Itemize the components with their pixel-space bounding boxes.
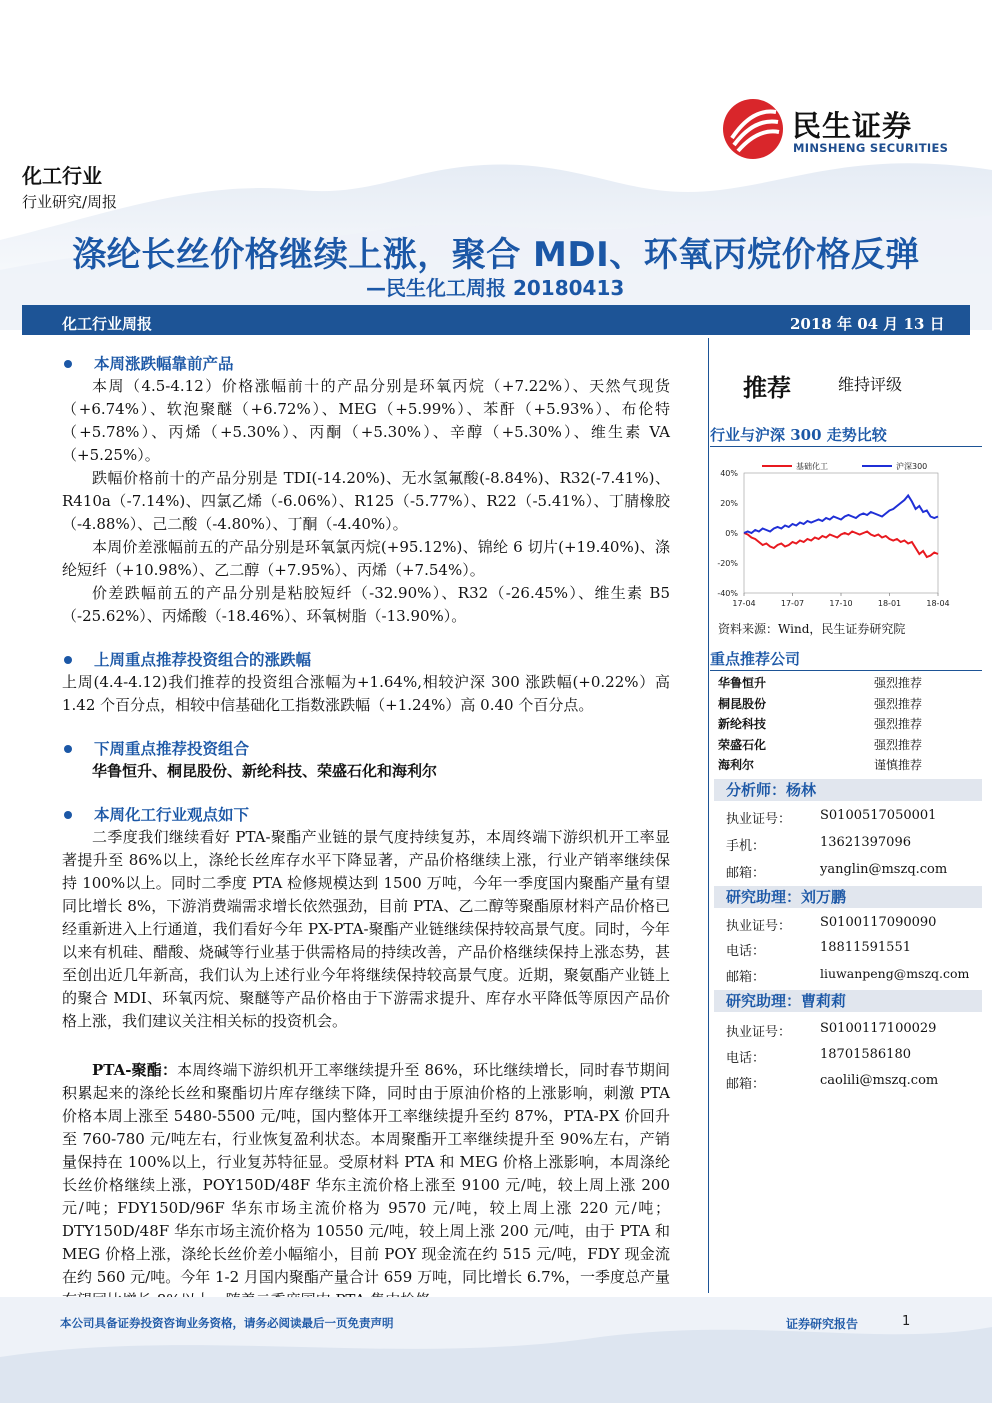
- trend-chart: [712, 455, 972, 615]
- company-row: [718, 715, 928, 735]
- field-label: 手机：: [726, 839, 766, 854]
- field-label: 执业证号：: [726, 812, 792, 827]
- analyst-phone-row: [726, 940, 982, 960]
- section-portfolio-return: [62, 648, 670, 717]
- field-label: 邮箱：: [726, 1077, 766, 1092]
- paragraph-lead: PTA-聚酯：: [92, 1061, 178, 1079]
- bullet-icon: [64, 656, 72, 664]
- x-tick-label: 17-04: [732, 599, 756, 608]
- x-tick-label: 18-04: [926, 599, 950, 608]
- company-name: 桐昆股份: [718, 697, 767, 711]
- companies-title: 重点推荐公司: [710, 650, 801, 668]
- analyst-heading: 研究助理：曹莉莉: [714, 990, 982, 1012]
- paragraph: 上周(4.4-4.12)我们推荐的投资组合涨幅为+1.64%,相较沪深 300 涨跌幅(+0.22%）高 1.42 个百分点，相较中信基础化工指数涨跌幅（+1.24%）高 0.40 个百分点。: [62, 673, 670, 714]
- paragraph: 二季度我们继续看好 PTA-聚酯产业链的景气度持续复苏，本周终端下游织机开工率显著提升至 86%以上，涤纶长丝库存水平下降显著，产品价格继续上涨，行业产销率继续保持 100%以上。同时二季度 PTA 检修规模达到 1500 万吨，今年一季度国内聚酯产量有望同比增长 8%，下游消费端需求增长依然强劲，目前 PTA、乙二醇等聚酯原材料产品价格已经重新进入上行通道，我们看好今年 PX-PTA-聚酯产业链继续保持较高景气度。同时，今年以来有机硅、醋酸、烧碱等行业基于供需格局的持续改善，产品价格继续保持上涨态势，甚至创出近几年新高，我们认为上述行业今年将继续保持较高景气度。近期，聚氨酯产业链上的聚合 MDI、环氧丙烷、聚醚等产品价格由于下游需求提升、库存水平降低等原因产品价格上涨，我们建议关注相关标的投资机会。: [62, 828, 670, 1030]
- portfolio-list: 华鲁恒升、桐昆股份、新纶科技、荣盛石化和海利尔: [92, 762, 438, 780]
- legend-label: 基础化工: [796, 462, 828, 471]
- page-number: 1: [902, 1314, 911, 1329]
- legend-label: 沪深300: [896, 462, 928, 471]
- section-heading: [62, 352, 670, 375]
- company-rating: 谨慎推荐: [874, 758, 923, 772]
- series-line-hs300: [744, 496, 938, 534]
- field-label: 执业证号：: [726, 1025, 792, 1040]
- report-subtitle: —民生化工周报 20180413: [366, 276, 625, 300]
- y-tick-label: 0%: [725, 529, 738, 538]
- company-name: 海利尔: [718, 758, 755, 772]
- section-heading-text: 上周重点推荐投资组合的涨跌幅: [94, 650, 312, 669]
- analyst-cert-row: [726, 808, 982, 828]
- report-type: 行业研究/周报: [22, 193, 118, 211]
- bullet-icon: [64, 811, 72, 819]
- section-heading-text: 下周重点推荐投资组合: [94, 739, 250, 758]
- section-pta: [62, 1059, 670, 1312]
- footer-backdrop: [0, 1297, 992, 1403]
- cert-number: S0100117090090: [820, 915, 937, 930]
- cert-number: S0100117100029: [820, 1021, 937, 1036]
- company-rating: 强烈推荐: [874, 738, 923, 752]
- company-row: [718, 695, 928, 715]
- section-heading: [62, 803, 670, 826]
- company-name: 荣盛石化: [718, 738, 767, 752]
- banner-date: 2018 年 04 月 13 日: [790, 315, 945, 333]
- email-link[interactable]: liuwanpeng@mszq.com: [820, 966, 970, 981]
- report-title: 涤纶长丝价格继续上涨，聚合 MDI、环氧丙烷价格反弹: [72, 235, 920, 275]
- field-label: 邮箱：: [726, 866, 766, 881]
- series-line-chemical: [744, 532, 938, 558]
- company-name: 新纶科技: [718, 717, 767, 731]
- field-label: 执业证号：: [726, 919, 792, 934]
- analyst-heading: 分析师：杨林: [714, 779, 982, 801]
- phone-number: 18811591551: [820, 940, 911, 955]
- analyst-phone-row: [726, 1047, 982, 1067]
- company-name: 华鲁恒升: [718, 676, 767, 690]
- recommendation: 推荐: [743, 374, 791, 402]
- y-tick-label: -20%: [717, 559, 738, 568]
- phone-number: 13621397096: [820, 835, 911, 850]
- field-label: 电话：: [726, 944, 766, 959]
- section-movers: [62, 352, 670, 628]
- divider: [710, 670, 982, 671]
- company-rating: 强烈推荐: [874, 676, 923, 690]
- y-tick-label: 40%: [720, 469, 738, 478]
- section-next-portfolio: [62, 737, 670, 783]
- footer-report-label: 证券研究报告: [786, 1317, 859, 1331]
- rating-text: 维持评级: [838, 375, 903, 394]
- section-heading: [62, 648, 670, 671]
- brand-name-en: MINSHENG SECURITIES: [793, 141, 949, 155]
- paragraph: 本周（4.5-4.12）价格涨幅前十的产品分别是环氧丙烷（+7.22%）、天然气现货（+6.74%）、软泡聚醚（+6.72%）、MEG（+5.99%）、苯酐（+5.93%）、布伦特（+5.78%）、丙烯（+5.30%）、丙酮（+5.30%）、辛醇（+5.30%）、维生素 VA（+5.25%）。: [62, 377, 670, 464]
- column-divider: [708, 338, 709, 1293]
- main-content: [62, 352, 670, 1312]
- analyst-cert-row: [726, 1021, 982, 1041]
- plot-frame: [744, 473, 938, 593]
- section-industry-view: [62, 803, 670, 1033]
- company-rating: 强烈推荐: [874, 717, 923, 731]
- section-heading-text: 本周化工行业观点如下: [94, 805, 250, 824]
- x-tick-label: 17-10: [829, 599, 853, 608]
- analyst-email-row: [726, 1073, 982, 1093]
- field-label: 邮箱：: [726, 970, 766, 985]
- paragraph: [62, 1059, 670, 1312]
- email-link[interactable]: caolili@mszq.com: [820, 1073, 939, 1088]
- divider: [710, 446, 982, 447]
- y-tick-label: 20%: [720, 499, 738, 508]
- paragraph: 本周价差涨幅前五的产品分别是环氧氯丙烷(+95.12%)、锦纶 6 切片(+19.40%)、涤纶短纤（+10.98%）、乙二醇（+7.95%）、丙烯（+7.54%）。: [62, 538, 670, 579]
- chart-source: 资料来源：Wind，民生证券研究院: [718, 622, 906, 636]
- brand-name-cn: 民生证券: [792, 109, 913, 143]
- company-row: [718, 736, 928, 756]
- phone-number: 18701586180: [820, 1047, 911, 1062]
- analyst-email-row: [726, 966, 982, 986]
- bullet-icon: [64, 360, 72, 368]
- email-link[interactable]: yanglin@mszq.com: [820, 862, 948, 877]
- paragraph: 跌幅价格前十的产品分别是 TDI(-14.20%)、无水氢氟酸(-8.84%)、R32(-7.41%)、R410a（-7.14%)、四氯乙烯（-6.06%）、R125（-5.77%）、R22（-5.41%）、丁腈橡胶（-4.88%）、己二酸（-4.80%）、丁酮（-4.40%）。: [62, 469, 670, 533]
- y-tick-label: -40%: [717, 589, 738, 598]
- analyst-email-row: [726, 862, 982, 882]
- banner-left-text: 化工行业周报: [62, 315, 153, 333]
- section-heading-text: 本周涨跌幅靠前产品: [94, 354, 234, 373]
- section-heading: [62, 737, 670, 760]
- minsheng-logo-icon: [722, 98, 784, 160]
- analyst-heading: 研究助理：刘万鹏: [714, 886, 982, 908]
- bullet-icon: [64, 745, 72, 753]
- analyst-phone-row: [726, 835, 982, 855]
- analyst-cert-row: [726, 915, 982, 935]
- field-label: 电话：: [726, 1051, 766, 1066]
- x-tick-label: 17-07: [780, 599, 805, 608]
- company-row: [718, 756, 928, 776]
- paragraph: 价差跌幅前五的产品分别是粘胶短纤（-32.90%）、R32（-26.45%）、维生素 B5（-25.62%）、丙烯酸（-18.46%）、环氧树脂（-13.90%）。: [62, 584, 670, 625]
- x-tick-label: 18-01: [877, 599, 902, 608]
- footer-disclaimer: 本公司具备证券投资咨询业务资格，请务必阅读最后一页免责声明: [60, 1316, 394, 1330]
- company-row: [718, 674, 928, 694]
- cert-number: S0100517050001: [820, 808, 937, 823]
- company-rating: 强烈推荐: [874, 697, 923, 711]
- industry-label: 化工行业: [22, 164, 102, 188]
- chart-title: 行业与沪深 300 走势比较: [710, 426, 887, 444]
- paragraph-text: 本周终端下游织机开工率继续提升至 86%，环比继续增长，同时春节期间积累起来的涤纶长丝和聚酯切片库存继续下降，同时由于原油价格的上涨影响，刺激 PTA 价格本周上涨至 5480-5500 元/吨，国内整体开工率继续提升至约 87%，PTA-PX 价回升至 760-780 元/吨左右，行业恢复盈利状态。本周聚酯开工率继续提升至 90%左右，产销量保持在 100%以上，行业复苏特征显。受原材料 PTA 和 MEG 价格上涨影响，本周涤纶长丝价格继续上涨，POY150D/48F 华东主流价格上涨至 9100 元/吨，较上周上涨 200 元/吨；FDY150D/96F 华东市场主流价格为 9570 元/吨，较上周上涨 220 元/吨；DTY150D/48F 华东市场主流价格为 10550 元/吨，较上周上涨 200 元/吨，由于 PTA 和 MEG 价格上涨，涤纶长丝价差小幅缩小，目前 POY 现金流在约 515 元/吨，FDY 现金流在约 560 元/吨。今年 1-2 月国内聚酯产量合计 659 万吨，同比增长 6.7%，一季度总产量: [62, 1061, 670, 1286]
